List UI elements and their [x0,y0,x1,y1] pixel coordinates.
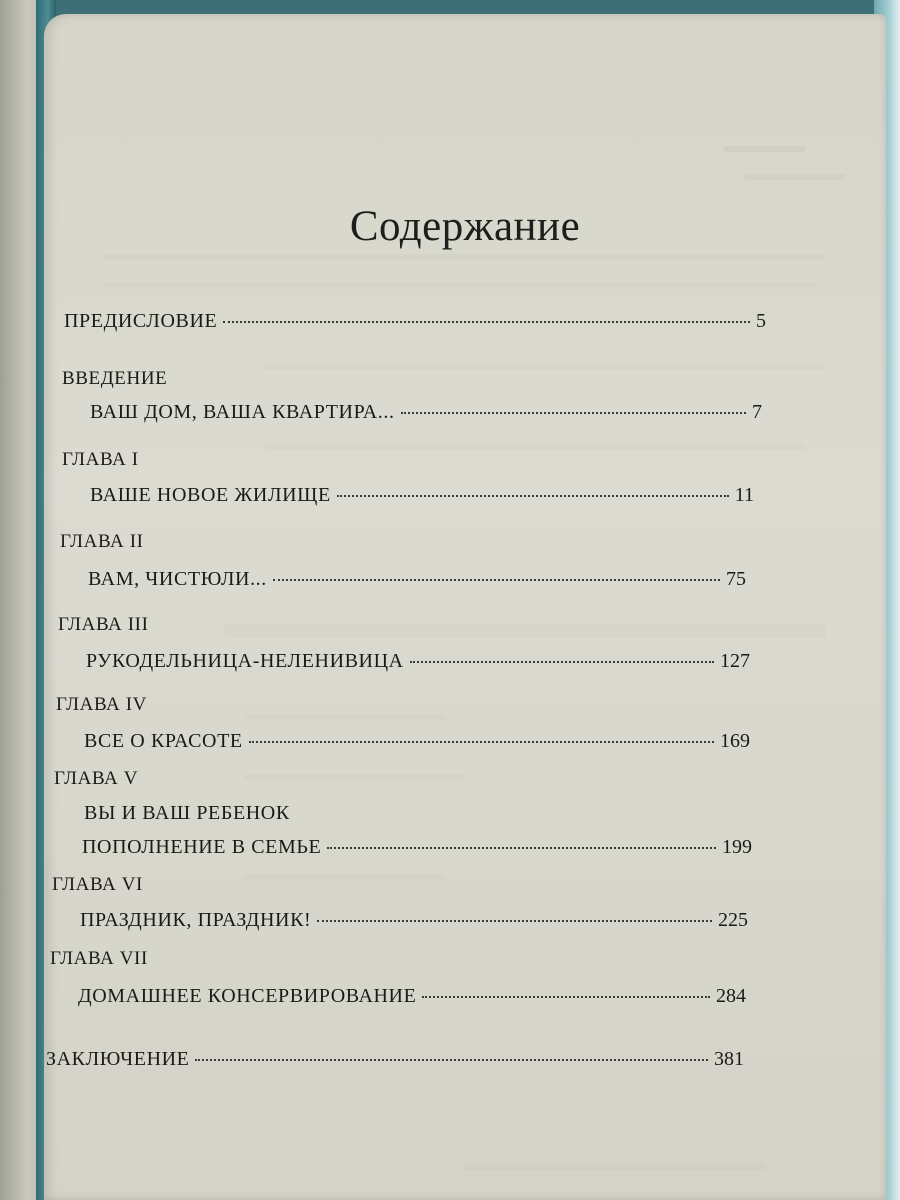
page-number: 381 [714,1048,744,1070]
toc-entry-ch5[interactable] [82,836,752,859]
toc-heading-ch3: ГЛАВА III [58,614,149,635]
toc-heading-ch5: ГЛАВА V [54,768,139,789]
toc-entry-ch1[interactable] [90,484,754,507]
entry-label: ВАМ, ЧИСТЮЛИ... [88,568,267,590]
toc-entry-conclusion[interactable] [46,1048,744,1071]
entry-label: ПРЕДИСЛОВИЕ [64,310,218,332]
page-number: 75 [726,568,746,590]
entry-label: ВАШЕ НОВОЕ ЖИЛИЩЕ [90,484,331,506]
toc-heading-ch7: ГЛАВА VII [50,948,148,969]
entry-label: ЗАКЛЮЧЕНИЕ [46,1048,190,1070]
book-page [44,14,886,1200]
toc-heading-ch4: ГЛАВА IV [56,694,147,715]
dot-leader [223,321,750,323]
dot-leader [410,661,714,663]
page-number: 127 [720,650,750,672]
toc-subtitle-ch5: ВЫ И ВАШ РЕБЕНОК [84,802,290,824]
dot-leader [195,1059,708,1061]
page-number: 11 [734,484,754,506]
page-number: 284 [716,985,746,1007]
toc-entry-ch6[interactable] [80,909,748,932]
toc-entry-ch2[interactable] [88,568,746,591]
table-of-contents [44,14,886,1200]
page-number: 169 [720,730,750,752]
entry-label: ПОПОЛНЕНИЕ В СЕМЬЕ [82,836,322,858]
entry-label: ВАШ ДОМ, ВАША КВАРТИРА... [90,401,395,423]
toc-heading-ch1: ГЛАВА I [62,449,139,470]
toc-heading-intro: ВВЕДЕНИЕ [62,368,168,389]
page-number: 225 [718,909,748,931]
toc-heading-ch6: ГЛАВА VI [52,874,143,895]
dot-leader [249,741,714,743]
entry-label: РУКОДЕЛЬНИЦА-НЕЛЕНИВИЦА [86,650,404,672]
toc-heading-ch2: ГЛАВА II [60,531,144,552]
toc-entry-ch3[interactable] [86,650,750,673]
toc-entry-ch7[interactable] [78,985,746,1008]
entry-label: ПРАЗДНИК, ПРАЗДНИК! [80,909,312,931]
dot-leader [317,920,712,922]
toc-title: Содержание [349,203,581,250]
toc-entry-intro[interactable] [90,401,762,424]
dot-leader [401,412,746,414]
page-number: 5 [756,310,766,332]
toc-entry-ch4[interactable] [84,730,750,753]
dot-leader [337,495,729,497]
toc-entry-preface[interactable] [64,310,766,333]
dot-leader [422,996,710,998]
dot-leader [327,847,716,849]
entry-label: ВСЕ О КРАСОТЕ [84,730,243,752]
page-number: 7 [752,401,762,423]
dot-leader [273,579,720,581]
page-number: 199 [722,836,752,858]
entry-label: ДОМАШНЕЕ КОНСЕРВИРОВАНИЕ [78,985,417,1007]
